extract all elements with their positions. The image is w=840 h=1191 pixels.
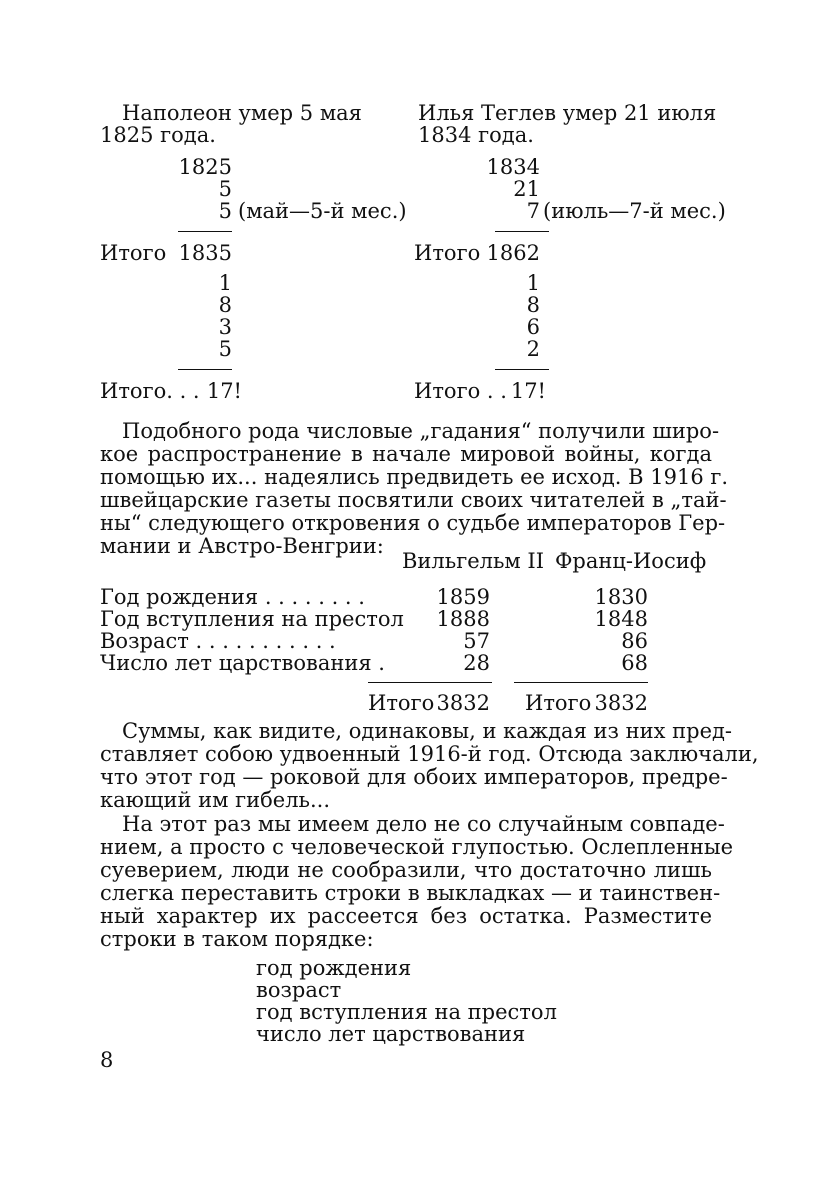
franz-reign: 68 bbox=[621, 651, 648, 675]
teglev-heading-2: 1834 года. bbox=[418, 123, 534, 147]
wilhelm-total: 3832 bbox=[436, 691, 490, 715]
text-line: что этот год — роковой для обоих императоров, предре- bbox=[100, 765, 728, 789]
napoleon-row-year: 1825 bbox=[178, 155, 232, 179]
text-line: помощью их... надеялись предвидеть ее исход. В 1916 г. bbox=[100, 465, 729, 489]
napoleon-total-label: Итого bbox=[100, 241, 167, 265]
text-line: ставляет собою удвоенный 1916-й год. Отсюда заключали, bbox=[100, 742, 759, 766]
teglev-final-label: Итого . . bbox=[414, 379, 507, 403]
napoleon-final-value: 17! bbox=[206, 379, 242, 403]
teglev-digit: 1 bbox=[526, 271, 540, 295]
list-item: год рождения bbox=[256, 956, 412, 980]
wilhelm-total-label: Итого bbox=[368, 691, 435, 715]
paragraph-explanation bbox=[100, 812, 734, 951]
text-line: швейцарские газеты посвятили своих читателей в „тай- bbox=[100, 488, 727, 512]
wilhelm-total-rule bbox=[368, 682, 492, 683]
teglev-row-day: 21 bbox=[513, 177, 540, 201]
napoleon-month-note: (май—5-й мес.) bbox=[238, 199, 407, 223]
napoleon-digit-rule bbox=[178, 369, 232, 370]
text-line: нием, а просто с человеческой глупостью. Ослепленные bbox=[100, 835, 734, 859]
napoleon-digit: 3 bbox=[218, 315, 232, 339]
text-line: мании и Австро-Венгрии: bbox=[100, 534, 384, 558]
text-line: кое распространение в начале мировой войны, когда bbox=[100, 442, 712, 466]
napoleon-digit: 5 bbox=[218, 337, 232, 361]
teglev-row-year: 1834 bbox=[486, 155, 540, 179]
wilhelm-reign: 28 bbox=[463, 651, 490, 675]
napoleon-heading-1: Наполеон умер 5 мая bbox=[122, 101, 362, 125]
text-line: Подобного рода числовые „гадания“ получили широ- bbox=[122, 419, 720, 443]
teglev-row-month: 7 bbox=[526, 199, 540, 223]
list-item: возраст bbox=[256, 978, 342, 1002]
teglev-total-label: Итого bbox=[414, 241, 481, 265]
wilhelm-accession: 1888 bbox=[436, 607, 490, 631]
text-line: суеверием, люди не сообразили, что достаточно лишь bbox=[100, 858, 712, 882]
text-line: слегка переставить строки в выкладках — и таинствен- bbox=[100, 881, 721, 905]
text-line: Суммы, как видите, одинаковы, и каждая из них пред- bbox=[122, 719, 733, 743]
napoleon-digit: 1 bbox=[218, 271, 232, 295]
wilhelm-birth: 1859 bbox=[436, 585, 490, 609]
row-label-age: Возраст . . . . . . . . . . . bbox=[100, 629, 336, 653]
text-line: кающий им гибель... bbox=[100, 788, 330, 812]
teglev-digit: 8 bbox=[526, 293, 540, 317]
page-number: 8 bbox=[100, 1048, 114, 1072]
column-header-wilhelm: Вильгельм II bbox=[402, 549, 545, 573]
text-line: строки в таком порядке: bbox=[100, 927, 374, 951]
column-header-franz: Франц-Иосиф bbox=[555, 549, 707, 573]
franz-total-label: Итого bbox=[525, 691, 592, 715]
text-line: ны“ следующего откровения о судьбе императоров Гер- bbox=[100, 511, 726, 535]
napoleon-final-label: Итого. . . bbox=[100, 379, 200, 403]
franz-age: 86 bbox=[621, 629, 648, 653]
row-label-accession: Год вступления на престол bbox=[100, 607, 404, 631]
text-line: ный характер их рассеется без остатка. Разместите bbox=[100, 904, 712, 928]
napoleon-heading-2: 1825 года. bbox=[100, 123, 216, 147]
franz-accession: 1848 bbox=[594, 607, 648, 631]
napoleon-digit: 8 bbox=[218, 293, 232, 317]
franz-birth: 1830 bbox=[594, 585, 648, 609]
teglev-heading-1: Илья Теглев умер 21 июля bbox=[418, 101, 717, 125]
teglev-total-value: 1862 bbox=[486, 241, 540, 265]
franz-total: 3832 bbox=[594, 691, 648, 715]
teglev-digit: 6 bbox=[526, 315, 540, 339]
list-item: год вступления на престол bbox=[256, 1000, 557, 1024]
napoleon-sum-rule bbox=[178, 231, 232, 232]
text-line: На этот раз мы имеем дело не со случайным совпаде- bbox=[122, 812, 725, 836]
franz-total-rule bbox=[514, 682, 648, 683]
row-label-reign: Число лет царствования . bbox=[100, 651, 385, 675]
teglev-digit: 2 bbox=[526, 337, 540, 361]
teglev-digit-rule bbox=[495, 369, 549, 370]
napoleon-total-value: 1835 bbox=[178, 241, 232, 265]
teglev-final-value: 17! bbox=[510, 379, 546, 403]
napoleon-row-month: 5 bbox=[218, 199, 232, 223]
wilhelm-age: 57 bbox=[463, 629, 490, 653]
list-item: число лет царствования bbox=[256, 1022, 526, 1046]
paragraph-sums bbox=[100, 719, 759, 812]
teglev-month-note: (июль—7-й мес.) bbox=[543, 199, 726, 223]
napoleon-row-day: 5 bbox=[218, 177, 232, 201]
teglev-sum-rule bbox=[495, 231, 549, 232]
row-label-birth: Год рождения . . . . . . . . bbox=[100, 585, 365, 609]
paragraph-divinations bbox=[100, 419, 729, 558]
